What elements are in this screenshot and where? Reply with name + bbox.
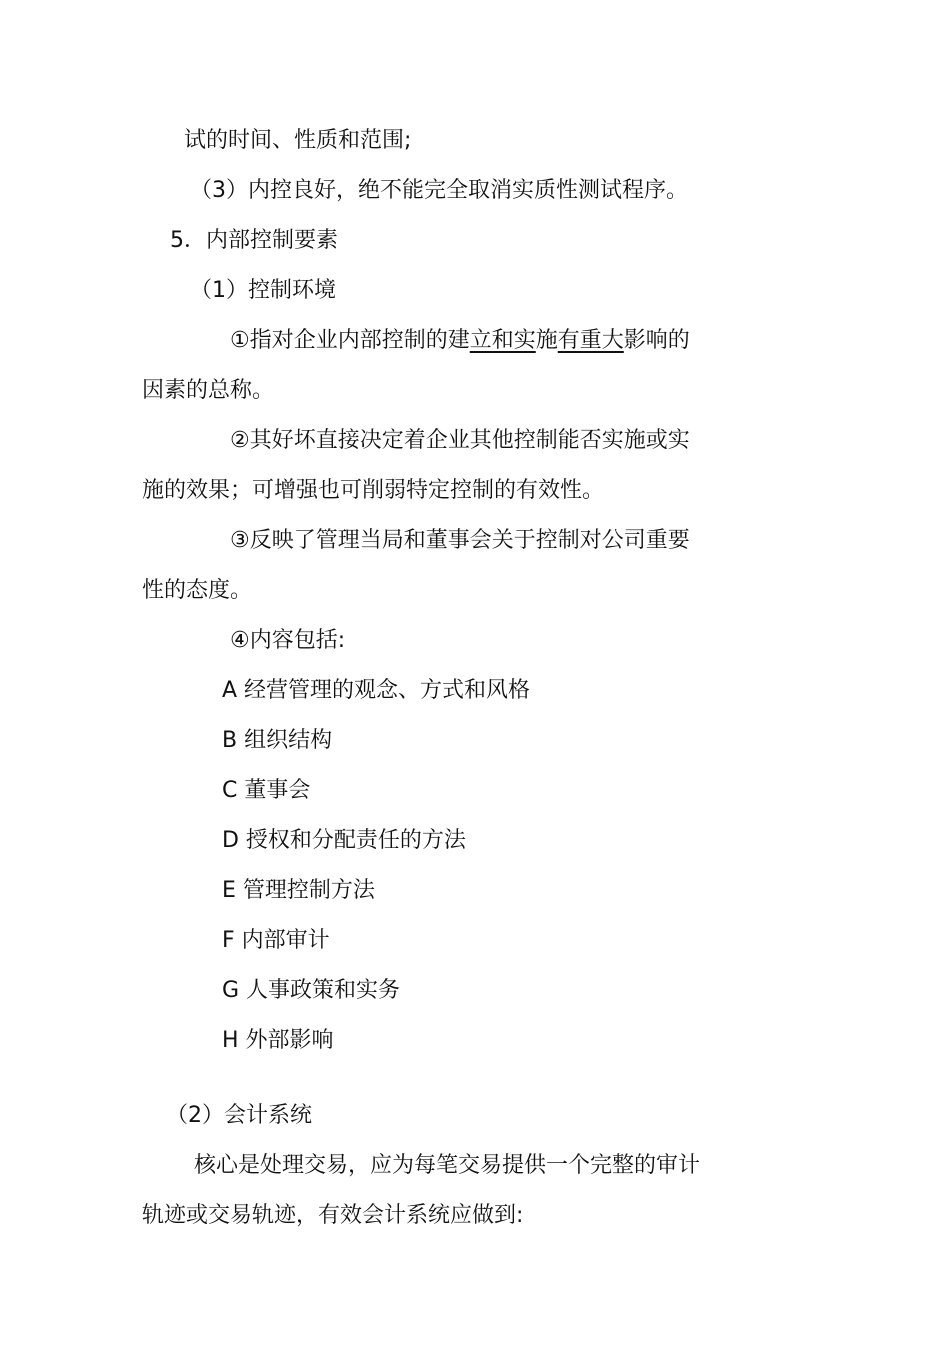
paragraph-line xyxy=(230,326,690,356)
text-span: 影响的 xyxy=(623,328,690,353)
text-span: ①指对企业内部控制的建 xyxy=(230,328,470,353)
subsection-heading: （1）控制环境 xyxy=(190,278,336,303)
section-heading: 5．内部控制要素 xyxy=(170,228,338,253)
list-item: A 经营管理的观念、方式和风格 xyxy=(222,678,531,703)
paragraph-line: 性的态度。 xyxy=(142,578,253,603)
paragraph-line: ②其好坏直接决定着企业其他控制能否实施或实 xyxy=(230,428,690,453)
list-item: C 董事会 xyxy=(222,778,311,803)
list-item: B 组织结构 xyxy=(222,728,333,753)
underlined-text: 立和实 xyxy=(469,328,536,353)
list-item: D 授权和分配责任的方法 xyxy=(222,828,466,853)
text-line: 试的时间、性质和范围; xyxy=(184,128,412,153)
paragraph-line: 施的效果；可增强也可削弱特定控制的有效性。 xyxy=(142,478,605,503)
paragraph-line: ④内容包括: xyxy=(230,628,346,653)
list-item: H 外部影响 xyxy=(222,1028,334,1053)
paragraph-line: 因素的总称。 xyxy=(142,378,275,403)
paragraph-line: ③反映了管理当局和董事会关于控制对公司重要 xyxy=(230,528,690,553)
paragraph-line: 核心是处理交易，应为每笔交易提供一个完整的审计 xyxy=(194,1153,701,1178)
list-item: G 人事政策和实务 xyxy=(222,978,401,1003)
paragraph-line: 轨迹或交易轨迹，有效会计系统应做到: xyxy=(142,1203,524,1228)
text-span: 施 xyxy=(535,328,558,353)
underlined-text: 有重大 xyxy=(557,328,624,353)
subsection-heading: （2）会计系统 xyxy=(166,1103,312,1128)
text-line: （3）内控良好，绝不能完全取消实质性测试程序。 xyxy=(190,178,688,203)
list-item: F 内部审计 xyxy=(222,928,330,953)
list-item: E 管理控制方法 xyxy=(222,878,375,903)
